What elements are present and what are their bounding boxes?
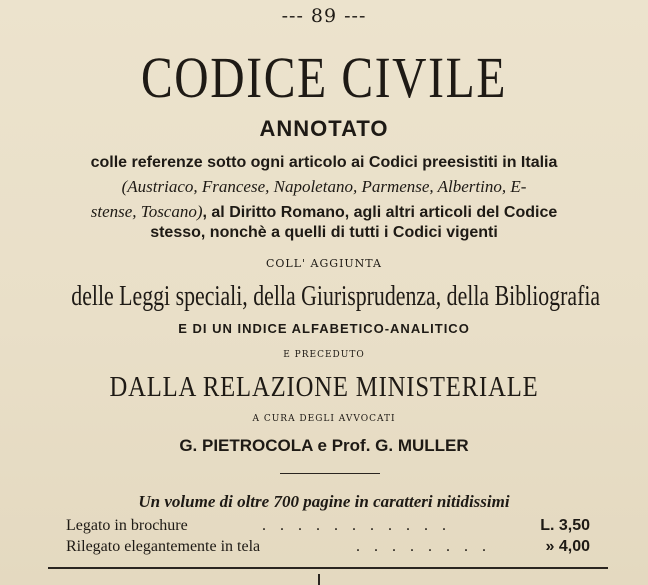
next-letter-fragment xyxy=(318,574,332,585)
description-line-3-rest: , al Diritto Romano, agli altri articoli del Codice xyxy=(202,204,558,221)
book-title: CODICE CIVILE xyxy=(140,45,508,110)
indice-line: E DI UN INDICE ALFABETICO-ANALITICO xyxy=(178,321,470,336)
leggi-line: delle Leggi speciali, della Giurisprudenza, della Bibliografia xyxy=(71,281,601,312)
price-leader-dots: . . . . . . . . xyxy=(356,538,491,555)
page-number: --- 89 --- xyxy=(281,5,367,27)
relazione-line: DALLA RELAZIONE MINISTERIALE xyxy=(109,371,539,403)
description-line-4: stesso, nonchè a quelli di tutti i Codici vigenti xyxy=(150,224,498,241)
description-line-3 xyxy=(0,202,648,222)
description-line-3-italic: stense, Toscano) xyxy=(90,202,203,221)
preceduto-label: E PRECEDUTO xyxy=(283,350,365,360)
book-subtitle: ANNOTATO xyxy=(259,116,389,141)
volume-note: Un volume di oltre 700 pagine in caratteri nitidissimi xyxy=(138,492,510,511)
price-leader-dots: . . . . . . . . . . . xyxy=(262,517,451,534)
coll-aggiunta-label: COLL' AGGIUNTA xyxy=(265,257,382,270)
description-line-2: (Austriaco, Francese, Napoletano, Parmense, Albertino, E- xyxy=(121,177,527,196)
price-row-tela xyxy=(66,538,590,558)
price-label: Legato in brochure xyxy=(66,517,188,534)
price-row-brochure xyxy=(66,517,590,537)
price-label: Rilegato elegantemente in tela xyxy=(66,538,261,555)
short-divider xyxy=(280,473,380,474)
a-cura-label: A CURA DEGLI AVVOCATI xyxy=(252,414,396,424)
bottom-divider xyxy=(48,567,608,569)
price-amount: » 4,00 xyxy=(545,538,590,555)
authors-line: G. PIETROCOLA e Prof. G. MULLER xyxy=(179,436,469,455)
price-amount: L. 3,50 xyxy=(540,517,590,534)
description-line-1: colle referenze sotto ogni articolo ai Codici preesistiti in Italia xyxy=(90,154,558,171)
